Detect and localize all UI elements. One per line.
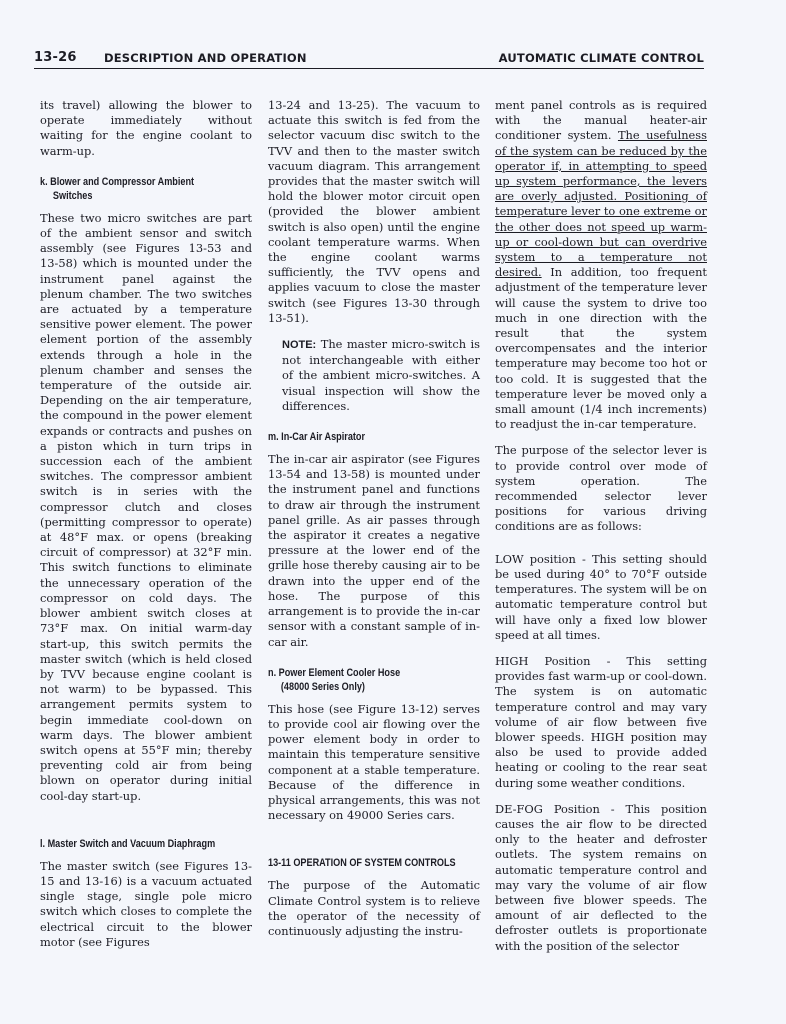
note-block (268, 337, 480, 414)
note-label: NOTE: (282, 339, 317, 352)
paragraph-defog-position: DE-FOG Position - This position causes the air flow to be directed only to the heater and defroster outlets. The system remains on automatic temperature control and may vary the volume of air flow between five blower speeds. The amount of air deflected to the defroster outlets is proportionate with the position of the selector (495, 801, 707, 953)
subsection-heading-n (268, 666, 450, 694)
paragraph: its travel) allowing the blower to operate immediately without waiting for the engine coolant to warm-up. (40, 98, 252, 158)
heading-line: Switches (52, 189, 93, 202)
paragraph: These two micro switches are part of the ambient sensor and switch assembly (see Figures 13-53 and 13-58) which is mounted under the instrument panel against the plenum chamber. The two switches are actuated by a temperature sensitive power element. The power element portion of the assembly extends through a hole in the plenum chamber and senses the temperature of the outside air. Depending on the air temperature, the compound in the power element expands or contracts and pushes on a piston which in turn trips in succession each of the ambient switches. The compressor ambient switch is in series with the compressor clutch and closes (permitting compressor to operate) at 48°F max. or opens (breaking circuit of compressor) at 32°F min. This switch functions to eliminate the unnecessary operation of the compressor on cold days. The blower ambient switch closes at 73°F max. On initial warm-day start-up, this switch permits the master switch (which is held closed by TVV because engine coolant is not warm) to be bypassed. This arrangement permits system to begin immediate cool-down on warm days. The blower ambient switch opens at 55°F min; thereby preventing cold air from being blown on operator during initial cool-day start-up. (40, 210, 252, 803)
paragraph: The purpose of the selector lever is to provide control over mode of system operation. The recommended selector lever positions for various driving conditions are as follows: (495, 443, 707, 534)
paragraph: The purpose of the Automatic Climate Control system is to relieve the operator of the necessity of continuously adjusting the instru- (268, 878, 480, 938)
heading-line: k. Blower and Compressor Ambient (40, 175, 195, 188)
text-column-1 (40, 98, 252, 961)
paragraph: This hose (see Figure 13-12) serves to provide cool air flowing over the power element body in order to maintain this temperature sensitive component at a stable temperature. Because of the difference in physical arrangements, this was not necessary on 49000 Series cars. (268, 701, 480, 823)
note-text: The master micro-switch is not interchangeable with either of the ambient micro-switches. A visual inspection will show the differences. (282, 337, 481, 413)
page-number: 13-26 (34, 50, 77, 65)
heading-line: (48000 Series Only) (280, 680, 365, 693)
text-column-3 (495, 98, 707, 965)
text-run: In addition, too frequent adjustment of the temperature lever will cause the system to drive too much in one direction with the result that the system overcompensates and the interior temperature may become too hot or too cold. It is suggested that the temperature lever be moved only a small amount (1/4 inch increments) to readjust the in-car temperature. (495, 265, 707, 432)
text-column-2 (268, 98, 480, 950)
paragraph-high-position: HIGH Position - This setting provides fast warm-up or cool-down. The system is on automatic temperature control and may vary volume of air flow between five blower speeds. HIGH position may also be used to provide added heating or cooling to the rear seat during some weather conditions. (495, 653, 707, 790)
paragraph: The in-car air aspirator (see Figures 13-54 and 13-58) is mounted under the instrument panel and functions to draw air through the instrument panel grille. As air passes through the aspirator it creates a negative pressure at the lower end of the grille hose thereby causing air to be drawn into the upper end of the hose. The purpose of this arrangement is to provide the in-car sensor with a constant sample of in-car air. (268, 452, 480, 649)
paragraph: 13-24 and 13-25). The vacuum to actuate this switch is fed from the selector vacuum disc switch to the TVV and then to the master switch vacuum diagram. This arrangement provides that the master switch will hold the blower motor circuit open (provided the blower ambient switch is also open) until the engine coolant temperature warms. When the engine coolant warms sufficiently, the TVV opens and applies vacuum to close the master switch (see Figures 13-30 through 13-51). (268, 98, 480, 325)
paragraph-low-position: LOW position - This setting should be used during 40° to 70°F outside temperatures. The system will be on automatic temperature control but will have only a fixed low blower speed at all times. (495, 551, 707, 642)
paragraph: The master switch (see Figures 13-15 and 13-16) is a vacuum actuated single stage, single pole micro switch which closes to complete the electrical circuit to the blower motor (see Figures (40, 858, 252, 949)
subsection-heading-m: m. In-Car Air Aspirator (268, 431, 366, 444)
section-heading-13-11: 13-11 OPERATION OF SYSTEM CONTROLS (268, 857, 456, 870)
header-rule (34, 68, 704, 69)
paragraph (495, 98, 707, 432)
subsection-heading-l: l. Master Switch and Vacuum Diaphragm (40, 837, 216, 850)
section-title: DESCRIPTION AND OPERATION (104, 51, 307, 65)
page-header (34, 50, 704, 68)
subsection-heading-k (40, 175, 222, 203)
underlined-text: The usefulness of the system can be reduced by the operator if, in attempting to speed up system performance, the levers are overly adjusted. Positioning of temperature lever to one extreme or the other does not speed up warm-up or cool-down but can overdrive system to a temperature not desired. (495, 128, 707, 280)
heading-line: n. Power Element Cooler Hose (268, 666, 401, 679)
chapter-title: AUTOMATIC CLIMATE CONTROL (498, 51, 704, 65)
text-run: ment panel controls as is required with the manual heater-air conditioner system. (495, 98, 707, 143)
